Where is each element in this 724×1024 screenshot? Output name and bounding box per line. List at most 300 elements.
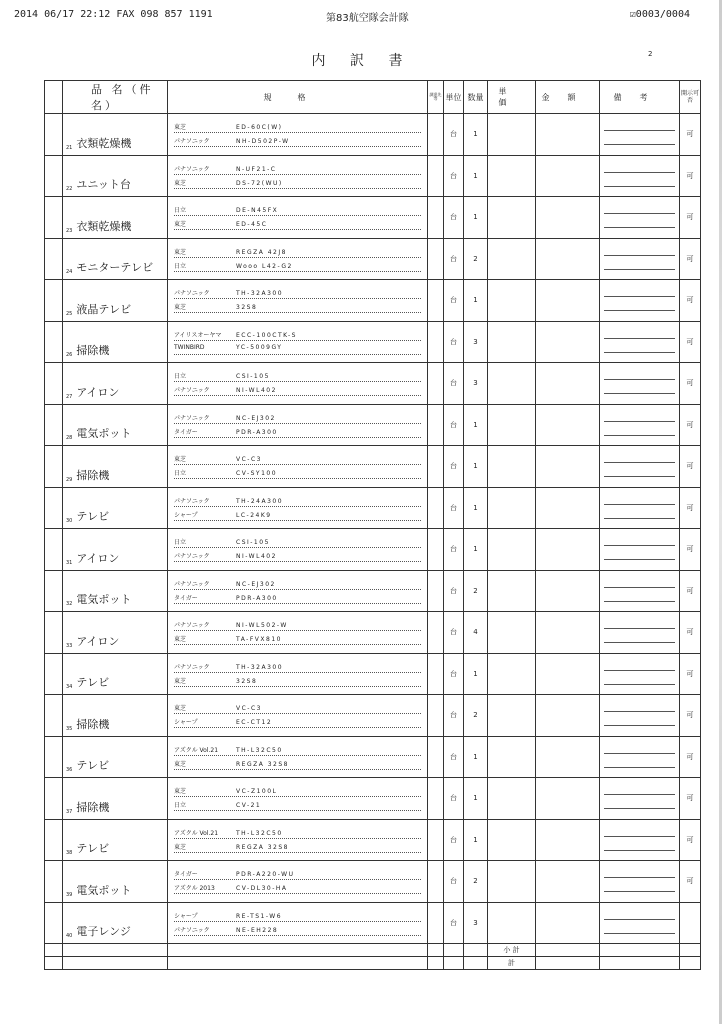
item-name-cell: [63, 280, 168, 322]
unit-price-cell: [488, 238, 536, 280]
row-gutter: [45, 114, 63, 156]
item-name: ユニット台: [76, 178, 131, 191]
disclosure-cell: 可: [680, 155, 701, 197]
remarks-rule: [604, 421, 675, 422]
spec-maker: パナソニック: [174, 387, 210, 394]
spec-model: TA-FVX810: [236, 636, 282, 643]
spec-cell: [168, 238, 428, 280]
remarks-rule: [604, 808, 675, 809]
foot-blank: [600, 944, 680, 957]
item-name-cell: [63, 902, 168, 944]
spec-cell: [168, 114, 428, 156]
unit-cell: 台: [444, 861, 464, 903]
item-name-wrap: [66, 716, 109, 732]
table-row: [45, 197, 701, 239]
spec-line: [174, 869, 421, 880]
disclosure-cell: 可: [680, 197, 701, 239]
header-item-name: 品 名（件 名）: [63, 81, 168, 114]
table-row: [45, 155, 701, 197]
header-unit: 単位: [444, 81, 464, 114]
item-name: 電気ポット: [76, 593, 132, 606]
supplier-cell: [428, 570, 444, 612]
amount-cell: [536, 612, 600, 654]
remarks-cell: [600, 695, 680, 737]
table-header-row: [45, 81, 701, 114]
unit-cell: 台: [444, 155, 464, 197]
foot-blank: [45, 944, 63, 957]
spec-line: [174, 717, 421, 728]
row-number: 27: [66, 393, 73, 400]
quantity-cell: 2: [464, 238, 488, 280]
remarks-rule: [604, 504, 675, 505]
spec-maker: シャープ: [174, 511, 198, 519]
item-name-cell: [63, 778, 168, 820]
foot-blank: [680, 944, 701, 957]
row-gutter: [45, 902, 63, 944]
spec-model: NE-EH228: [236, 926, 279, 934]
spec-maker: アズクル Vol.21: [174, 746, 219, 754]
spec-model: NC-EJ302: [236, 580, 276, 588]
unit-cell: 台: [444, 280, 464, 322]
disclosure-cell: 可: [680, 653, 701, 695]
spec-line: [174, 510, 421, 521]
table-row: [45, 363, 701, 405]
spec-cell: [168, 736, 428, 778]
item-name-wrap: [66, 259, 153, 275]
remarks-rule: [604, 462, 675, 463]
unit-price-cell: [488, 155, 536, 197]
unit-price-cell: [488, 612, 536, 654]
spec-cell: [168, 321, 428, 363]
spec-maker: 東芝: [174, 760, 187, 768]
spec-maker: パナソニック: [174, 290, 210, 297]
spec-line: [174, 634, 421, 645]
amount-cell: [536, 446, 600, 488]
item-name: アイロン: [76, 385, 120, 399]
supplier-cell: [428, 238, 444, 280]
item-name: テレビ: [76, 676, 110, 689]
item-name-wrap: [66, 757, 109, 773]
item-name-wrap: [66, 425, 131, 441]
disclosure-cell: 可: [680, 778, 701, 820]
spec-maker: 東芝: [174, 124, 187, 131]
foot-blank: [168, 957, 428, 970]
spec-line: [174, 620, 421, 631]
spec-maker: 東芝: [174, 705, 187, 712]
remarks-rule: [604, 130, 675, 131]
foot-blank: [428, 944, 444, 957]
table-row: [45, 902, 701, 944]
unit-price-cell: [488, 197, 536, 239]
item-name-cell: [63, 238, 168, 280]
supplier-cell: [428, 778, 444, 820]
remarks-rule: [604, 684, 675, 685]
quantity-cell: 1: [464, 529, 488, 571]
quantity-cell: 1: [464, 778, 488, 820]
remarks-cell: [600, 819, 680, 861]
spec-model: CV-SY100: [236, 470, 278, 477]
table-row: [45, 114, 701, 156]
spec-line: [174, 676, 421, 687]
row-gutter: [45, 487, 63, 529]
spec-maker: パナソニック: [174, 663, 210, 671]
spec-maker: 日立: [174, 802, 187, 809]
remarks-rule: [604, 725, 675, 726]
disclosure-cell: 可: [680, 114, 701, 156]
unit-cell: 台: [444, 446, 464, 488]
row-number: 34: [66, 684, 73, 690]
row-gutter: [45, 819, 63, 861]
item-name-cell: [63, 114, 168, 156]
spec-model: ECC-100CTK-S: [236, 331, 297, 339]
remarks-rule: [604, 545, 675, 546]
subtotal-row: [45, 944, 701, 957]
amount-cell: [536, 778, 600, 820]
remarks-rule: [604, 518, 675, 519]
spec-line: [174, 800, 421, 811]
amount-cell: [536, 529, 600, 571]
spec-maker: アズクル 2013: [174, 885, 215, 892]
remarks-rule: [604, 338, 675, 339]
spec-model: PDR-A220-WU: [236, 871, 295, 878]
spec-line: [174, 703, 421, 714]
spec-maker: シャープ: [174, 912, 198, 920]
supplier-cell: [428, 114, 444, 156]
spec-maker: パナソニック: [174, 414, 210, 422]
remarks-rule: [604, 559, 675, 560]
item-name-wrap: [66, 633, 119, 649]
disclosure-cell: 可: [680, 529, 701, 571]
table-row: [45, 404, 701, 446]
amount-cell: [536, 238, 600, 280]
spec-model: TH-24A300: [236, 497, 284, 505]
quantity-cell: 2: [464, 861, 488, 903]
breakdown-table: [44, 80, 701, 970]
item-name-wrap: [66, 301, 131, 317]
foot-blank: [63, 957, 168, 970]
spec-line: [174, 454, 421, 465]
remarks-rule: [604, 670, 675, 671]
remarks-rule: [604, 213, 675, 214]
row-number: 24: [66, 269, 73, 275]
quantity-cell: 1: [464, 653, 488, 695]
spec-cell: [168, 695, 428, 737]
remarks-cell: [600, 736, 680, 778]
table-row: [45, 446, 701, 488]
spec-line: [174, 247, 421, 258]
item-name: 液晶テレビ: [76, 302, 132, 316]
header-unit-price: 単価: [488, 81, 536, 114]
spec-model: DE-N45FX: [236, 207, 279, 214]
item-name-wrap: [66, 923, 131, 939]
spec-maker: パナソニック: [174, 553, 210, 560]
quantity-cell: 3: [464, 902, 488, 944]
quantity-cell: 1: [464, 404, 488, 446]
item-name: アイロン: [76, 634, 120, 648]
item-name-cell: [63, 321, 168, 363]
document-title: 内 訳 書: [311, 53, 413, 69]
header-spec: 規格: [168, 81, 428, 114]
spec-line: [174, 911, 421, 922]
remarks-rule: [604, 877, 675, 878]
disclosure-cell: 可: [680, 612, 701, 654]
spec-maker: 東芝: [174, 221, 187, 228]
spec-cell: [168, 653, 428, 695]
unit-price-cell: [488, 321, 536, 363]
unit-price-cell: [488, 902, 536, 944]
supplier-cell: [428, 404, 444, 446]
supplier-cell: [428, 446, 444, 488]
spec-model: PDR-A300: [236, 594, 278, 602]
unit-price-cell: [488, 653, 536, 695]
supplier-cell: [428, 736, 444, 778]
item-name-cell: [63, 487, 168, 529]
table-row: [45, 529, 701, 571]
spec-model: ED-45C: [236, 221, 268, 228]
item-name: テレビ: [76, 759, 110, 772]
remarks-rule: [604, 711, 675, 712]
amount-cell: [536, 861, 600, 903]
item-name-wrap: [66, 882, 131, 898]
item-name-cell: [63, 736, 168, 778]
spec-line: [174, 330, 421, 341]
unit-price-cell: [488, 114, 536, 156]
spec-model: VC-C3: [236, 456, 262, 463]
spec-line: [174, 385, 421, 396]
spec-cell: [168, 612, 428, 654]
amount-cell: [536, 114, 600, 156]
unit-cell: 台: [444, 404, 464, 446]
foot-blank: [63, 944, 168, 957]
quantity-cell: 1: [464, 155, 488, 197]
row-number: 23: [66, 227, 73, 234]
row-gutter: [45, 321, 63, 363]
item-name: 電気ポット: [76, 883, 132, 897]
fax-sender: 第83航空隊会計隊: [326, 13, 409, 24]
spec-model: NI-WL502-W: [236, 622, 288, 629]
row-number: 33: [66, 642, 73, 649]
spec-model: VC-Z100L: [236, 788, 278, 795]
spec-cell: [168, 529, 428, 571]
remarks-rule: [604, 172, 675, 173]
header-supplier: 調達先等: [428, 81, 444, 114]
spec-line: [174, 786, 421, 797]
remarks-cell: [600, 238, 680, 280]
supplier-cell: [428, 321, 444, 363]
unit-cell: 台: [444, 902, 464, 944]
row-gutter: [45, 861, 63, 903]
spec-model: CSI-105: [236, 539, 270, 546]
item-name-cell: [63, 363, 168, 405]
spec-maker: アイリスオーヤマ: [174, 331, 222, 339]
supplier-cell: [428, 529, 444, 571]
item-name: 衣類乾燥機: [76, 136, 132, 150]
foot-blank: [168, 944, 428, 957]
spec-line: [174, 136, 421, 147]
quantity-cell: 1: [464, 446, 488, 488]
foot-blank: [444, 944, 464, 957]
spec-maker: 日立: [174, 373, 187, 380]
spec-line: [174, 344, 421, 355]
unit-cell: 台: [444, 778, 464, 820]
remarks-rule: [604, 269, 675, 270]
table-row: [45, 280, 701, 322]
row-number: 21: [66, 144, 73, 151]
spec-model: NC-EJ302: [236, 414, 276, 422]
amount-cell: [536, 695, 600, 737]
table-row: [45, 653, 701, 695]
quantity-cell: 2: [464, 570, 488, 612]
disclosure-cell: 可: [680, 736, 701, 778]
remarks-cell: [600, 902, 680, 944]
remarks-rule: [604, 227, 675, 228]
spec-cell: [168, 570, 428, 612]
fax-header: [0, 0, 724, 26]
disclosure-cell: [680, 902, 701, 944]
header-amount: 金額: [536, 81, 600, 114]
quantity-cell: 1: [464, 487, 488, 529]
spec-line: [174, 178, 421, 189]
amount-cell: [536, 155, 600, 197]
item-name-wrap: [66, 176, 131, 192]
item-name: 衣類乾燥機: [76, 219, 132, 233]
row-number: 26: [66, 352, 73, 358]
item-name: 掃除機: [76, 717, 110, 731]
row-gutter: [45, 446, 63, 488]
page-number: 2: [648, 50, 653, 58]
amount-cell: [536, 363, 600, 405]
remarks-cell: [600, 155, 680, 197]
row-gutter: [45, 653, 63, 695]
remarks-rule: [604, 919, 675, 920]
unit-cell: 台: [444, 114, 464, 156]
spec-model: ED-60C(W): [236, 124, 283, 131]
spec-line: [174, 413, 421, 424]
remarks-cell: [600, 446, 680, 488]
spec-maker: TWINBIRD: [174, 343, 205, 351]
spec-model: TH-L32C50: [236, 746, 283, 754]
unit-cell: 台: [444, 363, 464, 405]
spec-maker: タイガー: [174, 428, 198, 436]
item-name: テレビ: [76, 842, 110, 855]
spec-line: [174, 925, 421, 936]
spec-cell: [168, 446, 428, 488]
table-row: [45, 819, 701, 861]
spec-line: [174, 759, 421, 770]
row-number: 25: [66, 310, 73, 317]
table-row: [45, 570, 701, 612]
spec-model: TH-32A300: [236, 663, 284, 671]
item-name-wrap: [66, 218, 131, 234]
unit-price-cell: [488, 695, 536, 737]
unit-cell: 台: [444, 695, 464, 737]
foot-blank: [428, 957, 444, 970]
remarks-rule: [604, 767, 675, 768]
disclosure-cell: 可: [680, 487, 701, 529]
remarks-cell: [600, 404, 680, 446]
spec-line: [174, 842, 421, 853]
foot-blank: [464, 944, 488, 957]
spec-cell: [168, 280, 428, 322]
row-number: 38: [66, 850, 73, 856]
item-name-wrap: [66, 135, 131, 151]
remarks-cell: [600, 487, 680, 529]
table-row: [45, 695, 701, 737]
quantity-cell: 4: [464, 612, 488, 654]
unit-price-cell: [488, 819, 536, 861]
spec-cell: [168, 197, 428, 239]
remarks-rule: [604, 393, 675, 394]
item-name: モニターテレビ: [76, 261, 154, 274]
amount-cell: [536, 570, 600, 612]
remarks-cell: [600, 612, 680, 654]
remarks-rule: [604, 587, 675, 588]
spec-model: NI-WL402: [236, 387, 277, 394]
disclosure-cell: 可: [680, 404, 701, 446]
item-name-cell: [63, 155, 168, 197]
item-name: 掃除機: [76, 344, 110, 357]
fax-scan-edge: [719, 0, 722, 1024]
remarks-rule: [604, 891, 675, 892]
disclosure-cell: 可: [680, 861, 701, 903]
item-name: 掃除機: [76, 800, 110, 814]
row-gutter: [45, 363, 63, 405]
item-name-cell: [63, 653, 168, 695]
spec-maker: シャープ: [174, 719, 198, 726]
spec-line: [174, 496, 421, 507]
spec-maker: 東芝: [174, 456, 187, 463]
row-gutter: [45, 695, 63, 737]
supplier-cell: [428, 363, 444, 405]
unit-cell: 台: [444, 197, 464, 239]
unit-price-cell: [488, 529, 536, 571]
supplier-cell: [428, 197, 444, 239]
fax-timestamp-line: 2014 06/17 22:12 FAX 098 857 1191: [14, 9, 213, 20]
row-gutter: [45, 404, 63, 446]
item-name-wrap: [66, 384, 119, 400]
quantity-cell: 3: [464, 363, 488, 405]
unit-price-cell: [488, 363, 536, 405]
row-gutter: [45, 529, 63, 571]
unit-cell: 台: [444, 653, 464, 695]
item-name-cell: [63, 529, 168, 571]
row-number: 40: [66, 933, 73, 939]
table-row: [45, 861, 701, 903]
item-name-wrap: [66, 508, 109, 524]
supplier-cell: [428, 653, 444, 695]
spec-maker: 日立: [174, 207, 187, 214]
unit-price-cell: [488, 861, 536, 903]
row-gutter: [45, 570, 63, 612]
foot-blank: [45, 957, 63, 970]
remarks-cell: [600, 114, 680, 156]
remarks-rule: [604, 753, 675, 754]
spec-model: LC-24K9: [236, 511, 272, 519]
spec-line: [174, 745, 421, 756]
row-number: 36: [66, 767, 73, 773]
quantity-cell: 1: [464, 197, 488, 239]
spec-line: [174, 537, 421, 548]
remarks-cell: [600, 321, 680, 363]
table-row: [45, 778, 701, 820]
supplier-cell: [428, 861, 444, 903]
unit-cell: 台: [444, 612, 464, 654]
spec-line: [174, 551, 421, 562]
amount-cell: [536, 487, 600, 529]
unit-cell: 台: [444, 819, 464, 861]
amount-cell: [536, 653, 600, 695]
amount-cell: [536, 197, 600, 239]
